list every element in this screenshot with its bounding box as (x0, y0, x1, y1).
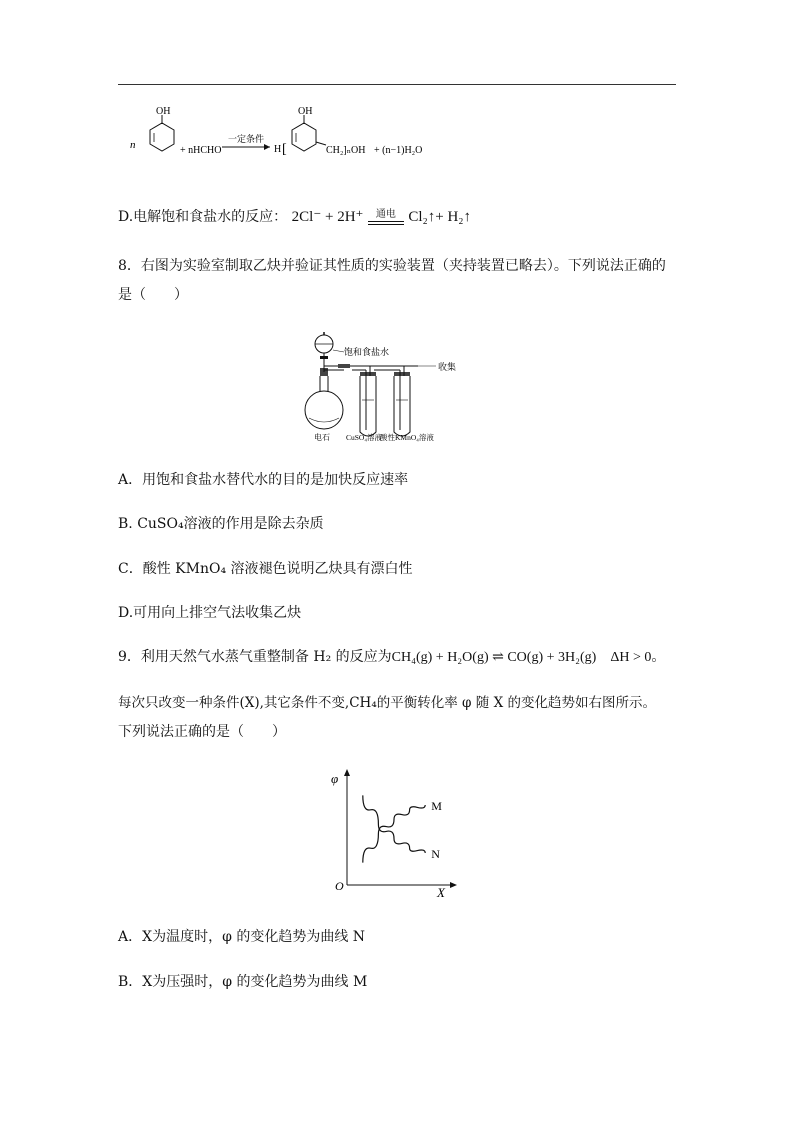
q9-chart (325, 765, 465, 900)
test-tube-2 (394, 376, 410, 436)
option-7d-right: Cl₂↑+ H₂↑ (408, 209, 472, 225)
apparatus-figure (300, 330, 500, 448)
eq-bar (368, 221, 404, 222)
water-byproduct: + (n−1)H₂O (374, 145, 423, 156)
curve-m (363, 805, 425, 863)
phenol-oh-label: OH (156, 106, 171, 117)
svg-text:[: [ (282, 142, 287, 157)
y-axis-label: φ (331, 771, 339, 786)
q8-option-b: B. CuSO₄溶液的作用是除去杂质 (118, 516, 324, 532)
q9-stem-line2: 每次只改变一种条件(X),其它条件不变,CH₄的平衡转化率 φ 随 X 的变化趋势如右图所示。 (118, 695, 656, 711)
ch2-tail: CH₂]ₙOH (326, 145, 366, 156)
q9-stem-line1 (118, 647, 665, 668)
plus-hcho: + nHCHO (180, 145, 222, 156)
polymerization-equation (120, 104, 460, 174)
funnel-label: 饱和食盐水 (344, 347, 390, 357)
y-axis-arrow (344, 769, 350, 776)
q8-option-a: A．用饱和食盐水替代水的目的是加快反应速率 (118, 472, 409, 488)
option-7d-left: 2Cl⁻ + 2H⁺ (291, 209, 364, 225)
tube2-label: 酸性KMnO₄溶液 (380, 433, 434, 442)
x-axis-label: X (437, 885, 445, 900)
curve-label-n: N (431, 847, 440, 861)
collect-label: 收集 (438, 362, 457, 372)
test-tube-1 (360, 376, 376, 436)
q9-option-a: A．X为温度时，φ 的变化趋势为曲线 N (118, 929, 366, 945)
reaction-condition: 一定条件 (228, 134, 265, 144)
option-7d-text: D.电解饱和食盐水的反应： (118, 209, 288, 225)
round-bottom-flask (305, 391, 343, 429)
acetylene-apparatus (300, 330, 500, 448)
origin-label: O (335, 879, 344, 893)
q8-option-c: C．酸性 KMnO₄ 溶液褪色说明乙炔具有漂白性 (118, 561, 413, 577)
curve-label-m: M (431, 799, 442, 813)
q9-stem-line3: 下列说法正确的是（ ） (118, 724, 286, 740)
x-axis-arrow (450, 882, 457, 888)
product-oh-label: OH (298, 106, 313, 117)
q9-stem-prefix: 9．利用天然气水蒸气重整制备 H₂ 的反应为 (118, 649, 392, 665)
q9-equation: CH₄(g) + H₂O(g) ⇌ CO(g) + 3H₂(g) ΔH > 0。 (391, 650, 666, 665)
electrolysis-condition: 通电 (375, 209, 396, 220)
q8-option-d: D.可用向上排空气法收集乙炔 (118, 605, 302, 621)
curve-n (363, 795, 425, 853)
q9-option-b: B．X为压强时，φ 的变化趋势为曲线 M (118, 974, 368, 990)
q9-chart-svg (325, 765, 465, 900)
h-prefix: H (274, 144, 282, 155)
header-rule (118, 84, 676, 85)
flask-label: 电石 (314, 433, 330, 442)
option-7d (118, 207, 471, 227)
tube1-label: CuSO₄溶液 (346, 433, 382, 442)
q8-stem-line1: 8．右图为实验室制取乙炔并验证其性质的实验装置（夹持装置已略去）。下列说法正确的 (118, 258, 666, 274)
q8-stem-line2: 是（ ） (118, 287, 188, 303)
phenol-formaldehyde-reaction (120, 104, 460, 174)
n-label: n (130, 139, 136, 151)
